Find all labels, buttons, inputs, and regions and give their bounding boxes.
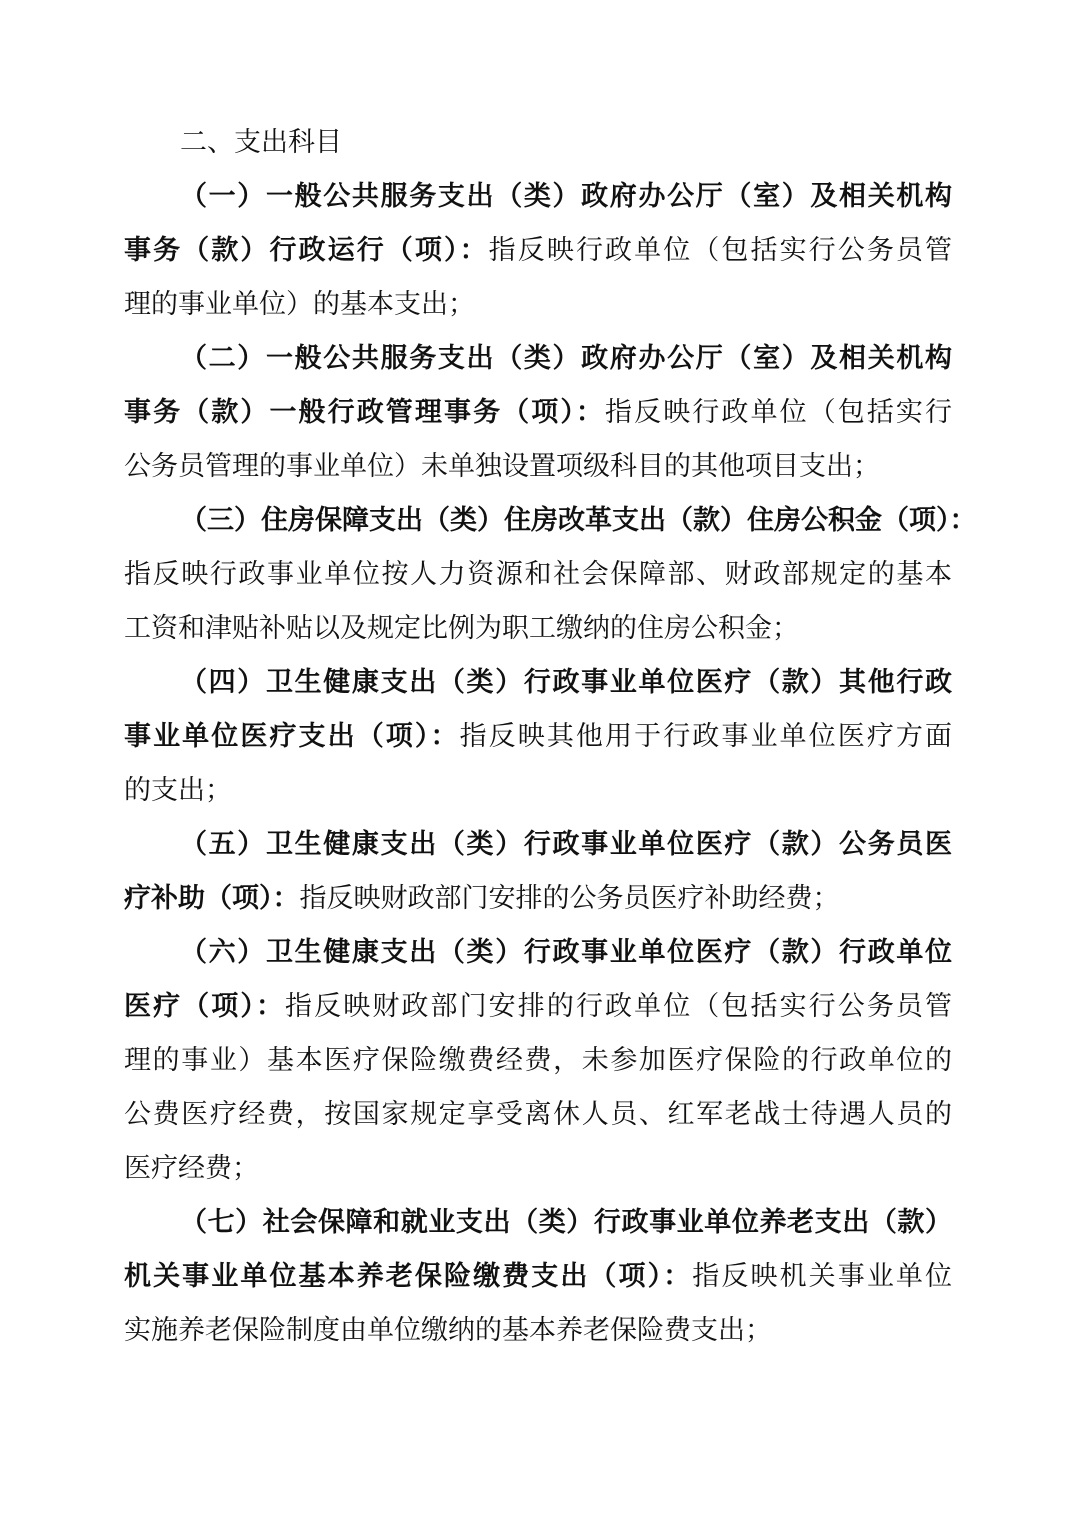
paragraph <box>124 332 952 494</box>
paragraph <box>124 494 977 656</box>
item-title: 事务（款）一般行政管理事务（项）： <box>124 397 606 428</box>
text-line <box>124 980 952 1034</box>
text-line <box>124 764 952 818</box>
item-description: 指反映机关事业单位 <box>692 1261 953 1292</box>
document-body <box>124 116 977 1358</box>
text-line <box>124 332 952 386</box>
item-title: 事务（款）行政运行（项）： <box>124 235 489 266</box>
item-title: 机关事业单位基本养老保险缴费支出（项）： <box>124 1261 693 1292</box>
text-line <box>124 1142 952 1196</box>
text-line <box>124 494 977 548</box>
item-title: 医疗（项）： <box>124 991 286 1022</box>
text-line <box>124 872 952 926</box>
item-description: 指反映行政单位（包括实行 <box>605 397 953 428</box>
text-line <box>124 1196 952 1250</box>
item-description: 公务员管理的事业单位）未单独设置项级科目的其他项目支出； <box>124 451 880 482</box>
text-line <box>124 710 952 764</box>
item-description: 工资和津贴补贴以及规定比例为职工缴纳的住房公积金； <box>124 613 799 644</box>
text-line <box>124 440 952 494</box>
item-title: 疗补助（项）： <box>124 883 300 914</box>
item-description: 指反映行政事业单位按人力资源和社会保障部、财政部规定的基本 <box>124 559 952 590</box>
item-title: （三）住房保障支出（类）住房改革支出（款）住房公积金（项）： <box>180 505 977 536</box>
text-line <box>124 1250 952 1304</box>
text-line <box>124 1304 952 1358</box>
text-line <box>124 656 952 710</box>
text-line <box>124 548 952 602</box>
text-line <box>124 926 952 980</box>
text-line <box>124 1034 952 1088</box>
text-line <box>124 278 952 332</box>
item-description: 公费医疗经费，按国家规定享受离休人员、红军老战士待遇人员的 <box>124 1099 952 1130</box>
item-title: （二）一般公共服务支出（类）政府办公厅（室）及相关机构 <box>180 343 952 374</box>
item-description: 医疗经费； <box>124 1153 259 1184</box>
item-description: 实施养老保险制度由单位缴纳的基本养老保险费支出； <box>124 1315 772 1346</box>
item-title: （六）卫生健康支出（类）行政事业单位医疗（款）行政单位 <box>180 937 952 968</box>
item-title: （五）卫生健康支出（类）行政事业单位医疗（款）公务员医 <box>180 829 952 860</box>
item-description: 指反映财政部门安排的公务员医疗补助经费； <box>299 883 840 914</box>
item-description: 指反映行政单位（包括实行公务员管 <box>488 235 953 266</box>
paragraph <box>124 656 952 818</box>
text-line <box>124 170 952 224</box>
item-title: （七）社会保障和就业支出（类）行政事业单位养老支出（款） <box>180 1207 952 1238</box>
paragraph <box>124 818 952 926</box>
text-line <box>124 818 952 872</box>
text-line <box>124 602 952 656</box>
item-title: 事业单位医疗支出（项）： <box>124 721 460 752</box>
text-line <box>124 386 952 440</box>
item-description: 的支出； <box>124 775 232 806</box>
item-description: 指反映其他用于行政事业单位医疗方面 <box>459 721 953 752</box>
paragraph <box>124 926 952 1196</box>
text-line <box>124 224 952 278</box>
item-title: （一）一般公共服务支出（类）政府办公厅（室）及相关机构 <box>180 181 952 212</box>
section-heading: 二、支出科目 <box>180 127 342 158</box>
item-description: 理的事业单位）的基本支出； <box>124 289 475 320</box>
text-line <box>124 1088 952 1142</box>
paragraph <box>124 170 952 332</box>
item-description: 指反映财政部门安排的行政单位（包括实行公务员管 <box>285 991 953 1022</box>
paragraph <box>124 1196 952 1358</box>
item-title: （四）卫生健康支出（类）行政事业单位医疗（款）其他行政 <box>180 667 952 698</box>
item-description: 理的事业）基本医疗保险缴费经费，未参加医疗保险的行政单位的 <box>124 1045 952 1076</box>
